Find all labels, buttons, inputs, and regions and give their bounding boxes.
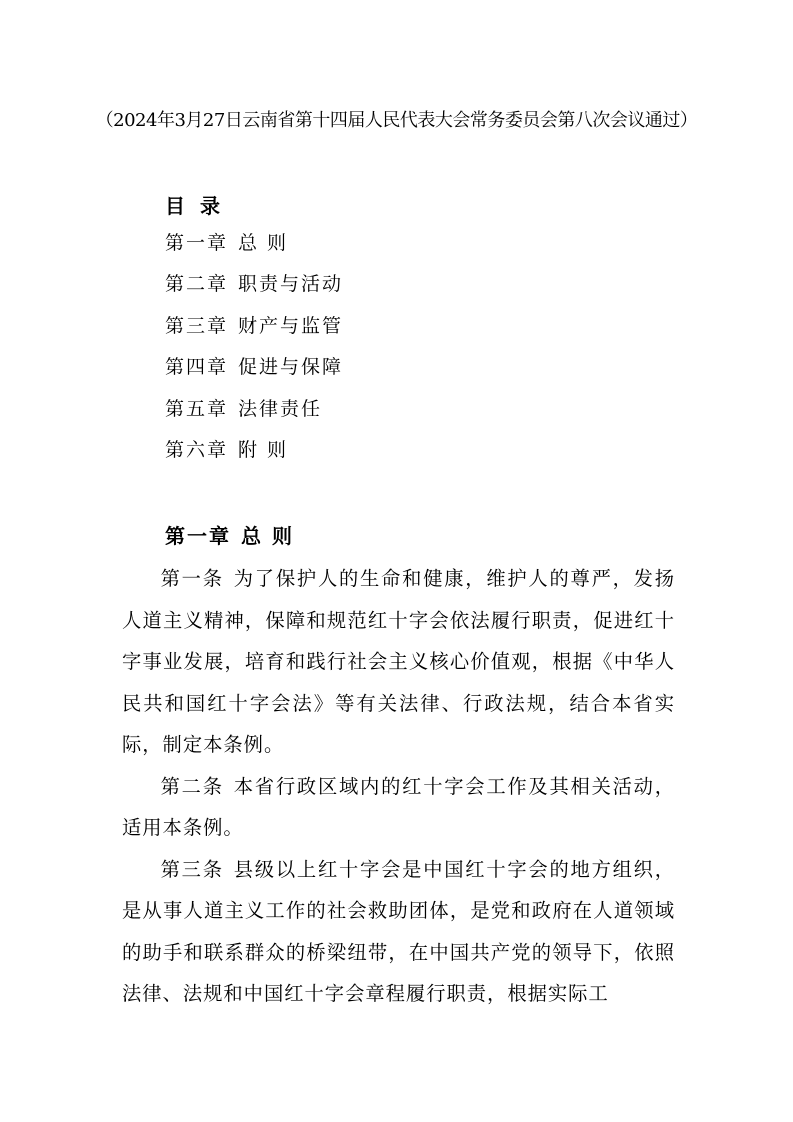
toc-chapter-number: 第一章	[165, 232, 229, 254]
toc-chapter-number: 第五章	[165, 397, 229, 420]
article-text: 县级以上红十字会是中国红十字会的地方组织，是从事人道主义工作的社会救助团体，是党和政府在人道领域的助手和联系群众的桥梁纽带，在中国共产党的领导下，依照法律、法规和中国红十字会章程履行职责，根据实际工	[122, 857, 676, 1005]
chapter-title: 总 则	[241, 524, 294, 548]
toc-chapter-number: 第二章	[165, 273, 229, 296]
toc-item-chapter-4	[165, 353, 343, 394]
adoption-note: （2024年3月27日云南省第十四届人民代表大会常务委员会第八次会议通过）	[95, 110, 698, 131]
chapter-body	[122, 558, 675, 1015]
chapter-heading	[165, 520, 294, 549]
toc-chapter-title: 促进与保障	[238, 356, 344, 379]
article-paragraph	[122, 849, 675, 1015]
toc-chapter-title: 总 则	[238, 232, 289, 254]
article-number: 第三条	[160, 857, 224, 881]
chapter-number: 第一章	[165, 524, 231, 548]
table-of-contents	[165, 229, 343, 477]
toc-chapter-number: 第六章	[165, 438, 229, 461]
toc-chapter-title: 法律责任	[238, 397, 323, 420]
article-paragraph	[122, 558, 675, 766]
toc-chapter-title: 财产与监管	[238, 314, 344, 337]
toc-item-chapter-3	[165, 312, 343, 353]
toc-chapter-number: 第四章	[165, 356, 229, 379]
article-text: 本省行政区域内的红十字会工作及其相关活动，适用本条例。	[122, 774, 676, 839]
toc-item-chapter-1	[165, 229, 343, 270]
toc-item-chapter-6	[165, 436, 343, 477]
toc-heading: 目 录	[165, 194, 224, 218]
toc-item-chapter-2	[165, 270, 343, 311]
toc-chapter-title: 职责与活动	[238, 273, 344, 296]
toc-chapter-title: 附 则	[238, 438, 289, 461]
article-text: 为了保护人的生命和健康，维护人的尊严，发扬人道主义精神，保障和规范红十字会依法履行职责，促进红十字事业发展，培育和践行社会主义核心价值观，根据《中华人民共和国红十字会法》等有关法律、行政法规，结合本省实际，制定本条例。	[122, 567, 676, 756]
article-number: 第一条	[160, 567, 224, 590]
article-paragraph	[122, 766, 675, 849]
toc-item-chapter-5	[165, 395, 343, 436]
toc-chapter-number: 第三章	[165, 314, 229, 337]
article-number: 第二条	[160, 774, 224, 798]
